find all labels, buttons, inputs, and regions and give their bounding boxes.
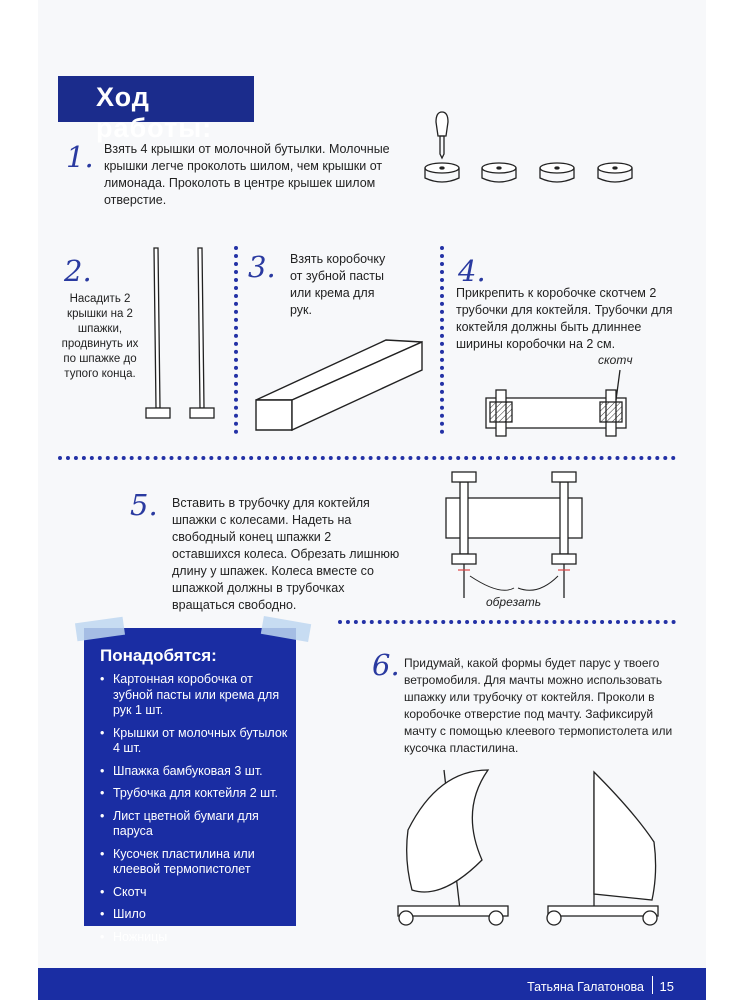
cut-label: обрезать bbox=[486, 595, 542, 609]
box-with-wheels-illustration bbox=[440, 466, 590, 606]
divider-3-4 bbox=[440, 246, 444, 434]
materials-item: • Шило bbox=[100, 907, 290, 923]
title-banner bbox=[58, 76, 254, 143]
page-footer bbox=[38, 968, 706, 1000]
step-1-text: Взять 4 крышки от молочной бутылки. Молочные крышки легче проколоть шилом, чем крышки от лимонада. Проколоть в центре крышек шилом отверстие. bbox=[104, 142, 390, 207]
step-4-text: Прикрепить к коробочке скотчем 2 трубочки для коктейля. Трубочки для коктейля должны быть длиннее ширины коробочки на 2 см. bbox=[456, 286, 673, 351]
materials-item: • Ножницы bbox=[100, 930, 290, 946]
page-title: Ход работы: bbox=[96, 82, 213, 143]
skewers-with-caps-illustration bbox=[140, 242, 230, 432]
divider-step-6 bbox=[338, 620, 676, 624]
scotch-label: скотч bbox=[598, 353, 633, 367]
step-5-text: Вставить в трубочку для коктейля шпажки с колесами. Надеть на свободный конец шпажки 2 оставшихся колеса. Обрезать лишнюю длину у шпажек. Колеса вместе со шпажкой должны в трубочках вращаться свободно. bbox=[172, 496, 400, 612]
toothpaste-box-illustration bbox=[250, 320, 430, 440]
materials-item: • Лист цветной бумаги для паруса bbox=[100, 809, 290, 840]
materials-item: • Крышки от молочных бутылок 4 шт. bbox=[100, 726, 290, 757]
materials-title: Понадобятся: bbox=[100, 646, 217, 665]
sailboat-cars-illustration bbox=[388, 760, 688, 940]
step-3-text: Взять коробочку от зубной пасты или крема для рук. bbox=[290, 252, 386, 317]
divider-2-3 bbox=[234, 246, 238, 434]
divider-row bbox=[58, 456, 676, 460]
materials-item: • Шпажка бамбуковая 3 шт. bbox=[100, 764, 290, 780]
materials-item: • Трубочка для коктейля 2 шт. bbox=[100, 786, 290, 802]
author-name: Татьяна Галатонова bbox=[527, 980, 644, 994]
footer-separator bbox=[652, 976, 653, 994]
materials-item: • Скотч bbox=[100, 885, 290, 901]
awl-and-caps-illustration bbox=[420, 110, 640, 200]
step-2-text: Насадить 2 крышки на 2 шпажки, продвинуть их по шпажке до тупого конца. bbox=[61, 293, 139, 380]
step-6-text: Придумай, какой формы будет парус у твоего ветромобиля. Для мачты можно использовать шпажку или трубочку от коктейля. Проколи в коробочке отверстие под мачту. Зафиксируй мачту с помощью клеевого термопистолета или кусочка пластилина. bbox=[404, 656, 673, 755]
materials-item: • Картонная коробочка от зубной пасты или крема для рук 1 шт. bbox=[100, 672, 290, 719]
step-5-number: 5. bbox=[130, 488, 158, 522]
page-number: 15 bbox=[659, 979, 674, 994]
step-1-number: 1. bbox=[66, 140, 94, 174]
step-4-number: 4. bbox=[458, 254, 486, 288]
materials-item: • Кусочек пластилина или клеевой термопистолет bbox=[100, 847, 290, 878]
step-2-number: 2. bbox=[64, 254, 92, 288]
step-3-number: 3. bbox=[248, 250, 276, 284]
materials-list bbox=[100, 672, 290, 952]
step-6-number: 6. bbox=[372, 648, 400, 682]
materials-box bbox=[84, 628, 296, 944]
